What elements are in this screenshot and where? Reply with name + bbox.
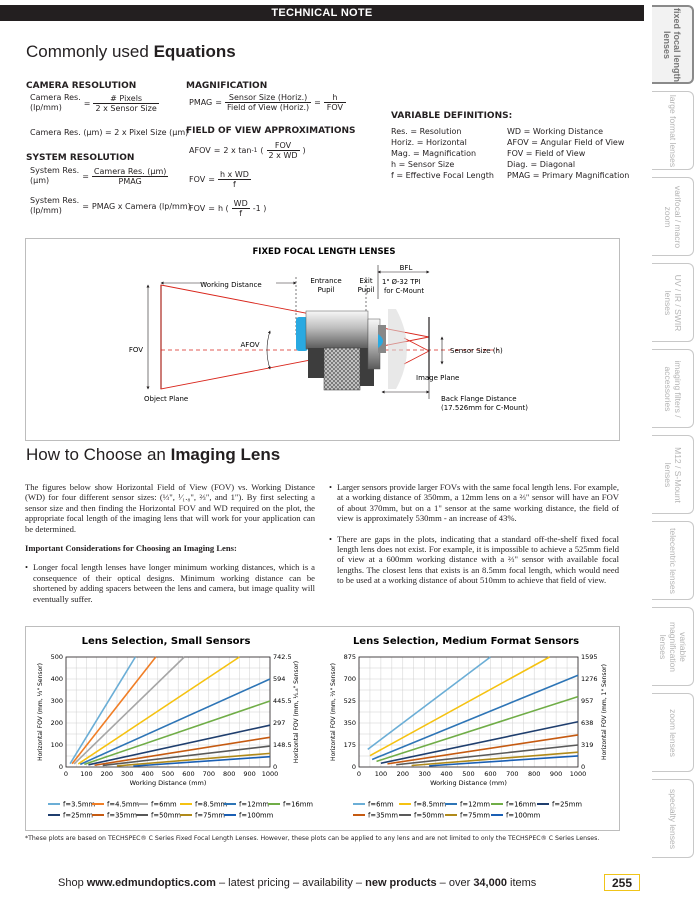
legend-label: f=35mm [107,811,137,820]
consideration-item: • There are gaps in the plots, indicating that a standard off-the-shelf fixed focal length lens does not exist. For example, it is impossible to achieve a 525mm field of view at a 600mm working distance with a ⅔" sensor with available focal lengths. The closest lens that exists is an 8.5mm focal length, which would need to be used at a working distance of about 510mm to achieve that field of view. [329,534,619,586]
side-tab-label: M12 / S-Mount lenses [662,446,683,503]
page-number: 255 [604,874,640,891]
x-tick-label: 300 [418,770,431,778]
y-tick-label: 175 [343,741,356,749]
entrance-pupil-label-2: Pupil [317,286,335,294]
camera-resolution-heading: CAMERA RESOLUTION [26,81,137,91]
y-tick-label: 875 [343,653,356,661]
side-tab-label: fixed focal length lenses [662,7,682,82]
imaging-title-pre: How to Choose an [26,445,171,464]
focus-knurl [324,348,360,390]
back-flange-label-1: Back Flange Distance [441,395,517,403]
system-res-equation-1: System Res. (µm) = $\frac{\text{Camera Res. (µm)}}{\text{PMAG}}$ [30,166,167,186]
side-tab[interactable] [652,693,694,772]
y-tick-label: 500 [50,653,63,661]
y-tick-label: 350 [343,719,356,727]
x-axis-label: Working Distance (mm) [129,779,207,787]
x-tick-label: 400 [440,770,453,778]
bfl-label: BFL [399,264,413,272]
chart-title: Lens Selection, Medium Format Sensors [352,636,580,647]
system-res2-unit: (lp/mm) [30,206,62,215]
variable-definition: f = Effective Focal Length [391,171,494,180]
footer-new-products: new products [365,877,437,889]
lens-barrel [306,311,368,349]
side-tab-label: variable magnification lenses [657,621,688,672]
legend-label: f=75mm [460,811,490,820]
legend-label: f=25mm [63,811,93,820]
y-right-tick-label: 742.5 [273,653,292,661]
fixed-focal-length-diagram [25,238,620,441]
x-tick-label: 1000 [261,770,279,778]
fov2-pre: h ( [217,204,229,213]
intro-paragraph: The figures below show Horizontal Field of View (FOV) vs. Working Distance (WD) for four different sensor sizes: (⅓", ¹⁄₁.₈", ⅔", and 1"). By first selecting a sensor size and then finding the Horizontal FOV and WD required on the plot, the appropriate focal length of the imaging lens that will work for your application can be determined. [25,482,315,534]
side-tab-label: specialty lenses [667,788,678,849]
y-right-axis-label: Horizontal FOV (mm, 1" Sensor) [601,664,608,760]
y-right-tick-label: 0 [581,763,586,771]
magnification-heading: MAGNIFICATION [186,81,268,91]
legend-label: f=12mm [239,800,269,809]
imaging-lens-title [26,445,280,465]
legend-label: f=4.5mm [107,800,140,809]
pmag-fov: FOV [326,103,343,112]
legend-label: f=6mm [151,800,177,809]
camera-res-numerator: # Pixels [93,94,158,104]
afov-equation: AFOV = 2 x tan -1 ( $\frac{\text{FOV}}{\text{2 x WD}}$ ) [189,141,306,160]
legend-label: f=50mm [414,811,444,820]
variable-definition: Res. = Resolution [391,127,462,136]
afov-tan: 2 x tan [223,146,252,155]
object-plane-label: Object Plane [144,395,189,403]
side-tab[interactable] [652,521,694,600]
system-res-equation-2: System Res. (lp/mm) = PMAG x Camera (lp/mm) [30,196,191,215]
system-res-unit: (µm) [30,176,50,185]
text-column-left [25,482,315,614]
lens-selection-charts [25,626,620,831]
footer-shop: Shop [58,877,87,889]
mount-shadow [388,309,407,389]
fov1-denominator: f [233,180,236,189]
camera-res-denominator: 2 x Sensor Size [95,103,157,113]
y-right-tick-label: 445.5 [273,697,292,705]
system-res2-rhs: PMAG x Camera (lp/mm) [91,201,191,211]
x-tick-label: 800 [527,770,541,778]
side-tab[interactable] [652,263,694,342]
series-line [370,657,550,756]
magnification-equation: PMAG = $\frac{\text{Sensor Size (Horiz.)}}{\text{Field of View (Horiz.)}}$ = $\frac{h}{\text{FOV}}$ [189,93,346,112]
system-res-lhs: System Res. [30,166,80,175]
camera-res-unit: (lp/mm) [30,103,62,112]
afov-lhs: AFOV [189,146,211,155]
y-right-tick-label: 1276 [581,675,598,683]
legend-label: f=8.5mm [414,800,447,809]
chart-title: Lens Selection, Small Sensors [81,636,251,647]
x-tick-label: 400 [141,770,154,778]
legend-label: f=100mm [239,811,274,820]
x-tick-label: 200 [396,770,410,778]
side-tab-label: imaging filters / accessories [662,359,683,418]
x-tick-label: 500 [462,770,475,778]
legend-label: f=3.5mm [63,800,96,809]
x-tick-label: 200 [100,770,114,778]
legend-label: f=25mm [552,800,582,809]
considerations-heading: Important Considerations for Choosing an Imaging Lens: [25,543,237,554]
variable-definition: Mag. = Magnification [391,149,477,158]
variable-definitions-right [507,126,629,181]
pmag-h: h [324,93,346,103]
side-tab-label: UV / IR / SWIR lenses [662,274,683,331]
fov-label: FOV [128,346,144,354]
side-tab-label: telecentric lenses [667,527,678,594]
afov-numerator: FOV [267,141,300,151]
lens-lower-ring [308,348,324,378]
fov1-lhs: FOV [189,175,206,184]
text-column-right [329,482,619,596]
y-right-tick-label: 0 [273,763,278,771]
side-tab-label: varifocal / macro zoom [662,185,683,248]
side-tab[interactable] [652,779,694,858]
x-tick-label: 800 [222,770,236,778]
legend-label: f=50mm [151,811,181,820]
legend-label: f=75mm [195,811,225,820]
x-tick-label: 900 [243,770,256,778]
side-tab[interactable] [652,607,694,686]
lens-diagram-svg [26,239,621,442]
image-plane-label: Image Plane [416,374,460,382]
variable-definition: Horiz. = Horizontal [391,138,467,147]
back-flange-label-2: (17.526mm for C-Mount) [441,404,529,412]
x-tick-label: 100 [374,770,388,778]
y-right-tick-label: 319 [581,741,594,749]
y-right-axis-label: Horizontal FOV (mm, ¹⁄₁.₈" Sensor) [293,660,300,764]
system-res-denominator: PMAG [118,176,142,186]
legend-label: f=16mm [506,800,536,809]
series-line [80,679,270,764]
chart-footnote: *These plots are based on TECHSPEC® C Series Fixed Focal Length Lenses. However, these plots can be applied to any lens and are not limited to only the TECHSPEC® C Series Lenses. [25,835,600,842]
x-tick-label: 0 [63,770,69,778]
considerations-list-left [25,562,315,604]
camera-res-pixel-equation: Camera Res. (µm) = 2 x Pixel Size (µm) [30,128,189,137]
working-distance-label: Working Distance [200,281,262,289]
x-tick-label: 300 [120,770,134,778]
pmag-lhs: PMAG [189,98,213,107]
variable-definition: PMAG = Primary Magnification [507,171,630,180]
footer-shop-line [58,877,536,889]
footer-mid: – latest pricing – availability – [215,877,366,889]
exit-pupil-label-1: Exit [359,277,373,285]
y-tick-label: 100 [50,741,63,749]
variable-definitions-heading: VARIABLE DEFINITIONS: [391,111,513,121]
system-resolution-heading: SYSTEM RESOLUTION [26,153,135,163]
system-res2-lhs: System Res. [30,196,80,205]
side-tabs [652,5,694,865]
x-tick-label: 900 [549,770,563,778]
y-right-tick-label: 148.5 [273,741,292,749]
side-tab-label: large format lenses [667,94,678,167]
series-line [72,657,156,764]
side-tab[interactable] [652,5,694,84]
fov2-lhs: FOV [189,204,206,213]
system-res-numerator: Camera Res. (µm) [93,166,167,176]
diagram-title: FIXED FOCAL LENGTH LENSES [252,247,396,257]
series-line [377,697,578,762]
lens-body [296,309,407,390]
x-axis-label: Working Distance (mm) [430,779,507,787]
y-tick-label: 400 [50,675,63,683]
y-right-tick-label: 594 [273,675,286,683]
side-tab[interactable] [652,177,694,256]
fov-equation-2: FOV = h ( $\frac{WD}{f}$ -1 ) [189,199,267,218]
equations-title-bold: Equations [153,42,236,61]
consideration-item: • Larger sensors provide larger FOVs with the same focal length lens. For example, at a working distance of 350mm, a 12mm lens on a ⅔" sensor will have an FOV of about 370mm, but on a 1" sensor at the same working distance, the field of view is approximately 530mm - an increase of 43%. [329,482,619,524]
thread-label-1: 1" Ø-32 TPI [382,278,421,286]
fov2-post: -1 ) [252,204,267,213]
footer-count: 34,000 [473,877,507,889]
pmag-denominator: Field of View (Horiz.) [226,103,310,112]
equations-title [26,42,236,62]
y-right-tick-label: 297 [273,719,286,727]
legend-label: f=6mm [368,800,394,809]
camera-res-equation: Camera Res. (lp/mm) = $\frac{\text{\# Pixels}}{\text{2 x Sensor Size}}$ [30,93,157,113]
entrance-pupil-label-1: Entrance [310,277,342,285]
consideration-item: • Longer focal length lenses have longer minimum working distances, which is a consequence of their optical designs. Minimum working distance can be shortened by adding spacers between the lens and camera, but image quality will eventually suffer. [25,562,315,604]
afov-denominator: 2 x WD [268,151,298,160]
fov2-numerator: WD [233,199,248,208]
image-side-rays [404,338,429,364]
y-tick-label: 200 [50,719,63,727]
x-tick-label: 100 [80,770,93,778]
variable-definitions-left [391,126,494,181]
sensor-size-label: Sensor Size (h) [450,347,503,355]
pmag-numerator: Sensor Size (Horiz.) [225,93,311,103]
thread-label-2: for C-Mount [384,287,425,295]
x-tick-label: 0 [356,770,362,778]
legend-label: f=35mm [368,811,398,820]
y-right-tick-label: 957 [581,697,594,705]
technical-note-banner: TECHNICAL NOTE [0,5,644,21]
y-right-tick-label: 638 [581,719,594,727]
x-tick-label: 500 [161,770,175,778]
camera-res-lhs: Camera Res. [30,93,81,102]
fov1-numerator: h x WD [219,170,249,179]
y-tick-label: 300 [50,697,63,705]
charts-svg [26,627,621,832]
legend-label: f=16mm [283,800,313,809]
afov-sup: -1 [251,147,258,154]
legend-label: f=8.5mm [195,800,228,809]
considerations-list-right [329,482,619,586]
y-right-tick-label: 1595 [581,653,598,661]
y-axis-label: Horizontal FOV (mm, ⅓" Sensor) [37,663,44,761]
side-tab[interactable] [652,349,694,428]
variable-definition: WD = Working Distance [507,127,604,136]
footer-tail1: – over [436,877,474,889]
variable-definition: FOV = Field of View [507,149,586,158]
variable-definition: h = Sensor Size [391,160,455,169]
legend-label: f=12mm [460,800,490,809]
fov-approx-heading: FIELD OF VIEW APPROXIMATIONS [186,126,356,136]
legend-label: f=100mm [506,811,541,820]
side-tab[interactable] [652,435,694,514]
x-tick-label: 600 [484,770,497,778]
y-tick-label: 0 [351,763,356,771]
x-tick-label: 600 [182,770,195,778]
x-tick-label: 1000 [569,770,587,778]
y-axis-label: Horizontal FOV (mm, ⅔" Sensor) [330,663,337,761]
y-tick-label: 525 [343,697,356,705]
afov-label: AFOV [240,341,260,349]
exit-pupil-label-2: Pupil [357,286,375,294]
x-tick-label: 700 [202,770,216,778]
imaging-title-bold: Imaging Lens [170,445,281,464]
fov-equation-1: FOV = $\frac{\text{h x WD}}{f}$ [189,170,249,189]
y-tick-label: 700 [343,675,356,683]
side-tab[interactable] [652,91,694,170]
fov2-denominator: f [239,209,243,218]
y-tick-label: 0 [58,763,63,771]
variable-definition: AFOV = Angular Field of View [507,138,625,147]
x-tick-label: 700 [506,770,519,778]
footer-tail2: items [506,877,537,889]
variable-definition: Diag. = Diagonal [507,160,576,169]
footer-url[interactable]: www.edmundoptics.com [86,877,216,889]
equations-title-pre: Commonly used [26,42,154,61]
side-tab-label: zoom lenses [667,708,678,757]
